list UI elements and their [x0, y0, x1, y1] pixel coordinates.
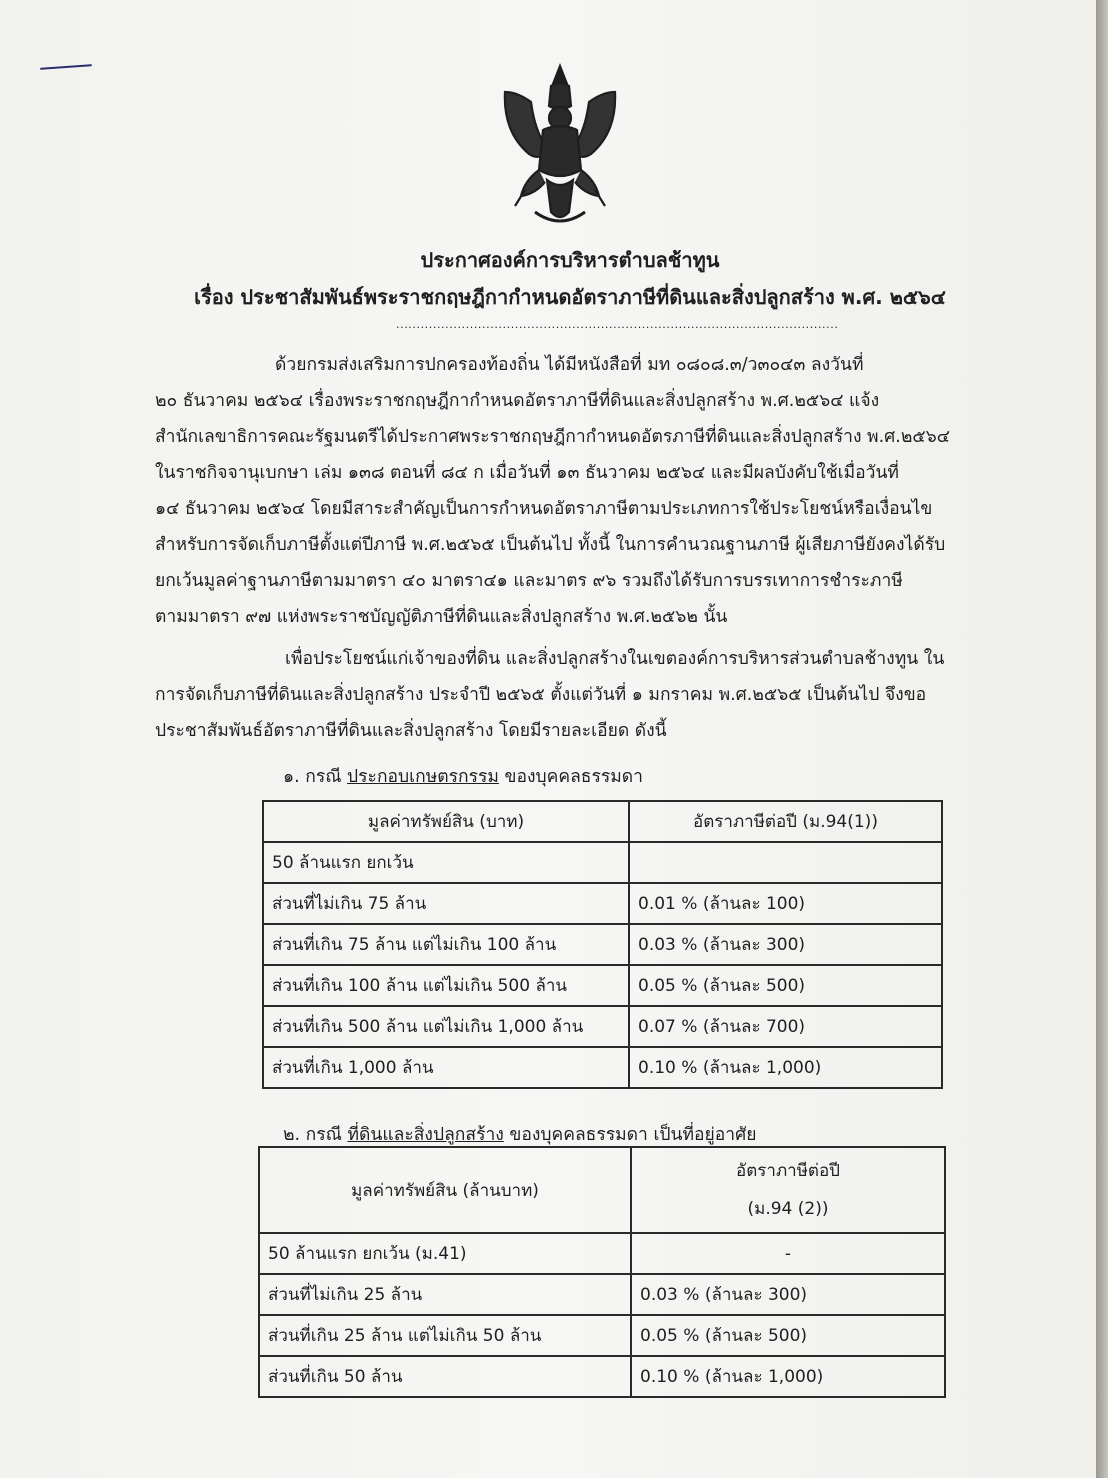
property-value-cell: ส่วนที่เกิน 50 ล้าน	[259, 1356, 631, 1397]
property-value-cell: ส่วนที่เกิน 75 ล้าน แต่ไม่เกิน 100 ล้าน	[263, 924, 629, 965]
section1-underlined: ประกอบเกษตรกรรม	[347, 767, 499, 787]
property-value-cell: 50 ล้านแรก ยกเว้น	[263, 842, 629, 883]
table-header-row	[263, 801, 942, 842]
paragraph2-line: เพื่อประโยชน์แก่เจ้าของที่ดิน และสิ่งปลูกสร้างในเขตองค์การบริหารส่วนตำบลช้างทูน ใน	[285, 649, 945, 669]
column-header: มูลค่าทรัพย์สิน (ล้านบาท)	[259, 1147, 631, 1233]
paragraph1-line: ด้วยกรมส่งเสริมการปกครองท้องถิ่น ได้มีหนังสือที่ มท ๐๘๐๘.๓/ว๓๐๔๓ ลงวันที่	[275, 355, 864, 375]
desk-edge	[1096, 0, 1108, 1478]
tax-rate-cell: 0.10 % (ล้านละ 1,000)	[629, 1047, 942, 1088]
tax-rate-cell: 0.03 % (ล้านละ 300)	[629, 924, 942, 965]
property-value-cell: ส่วนที่เกิน 500 ล้าน แต่ไม่เกิน 1,000 ล้าน	[263, 1006, 629, 1047]
column-header	[631, 1147, 945, 1233]
tax-rate-cell: 0.05 % (ล้านละ 500)	[629, 965, 942, 1006]
section1-caption	[283, 762, 643, 790]
table-row	[259, 1356, 945, 1397]
column-header: อัตราภาษีต่อปี (ม.94(1))	[629, 801, 942, 842]
property-value-cell: ส่วนที่เกิน 100 ล้าน แต่ไม่เกิน 500 ล้าน	[263, 965, 629, 1006]
property-value-cell: ส่วนที่เกิน 1,000 ล้าน	[263, 1047, 629, 1088]
tax-rate-cell: 0.01 % (ล้านละ 100)	[629, 883, 942, 924]
section2-underlined: ที่ดินและสิ่งปลูกสร้าง	[347, 1125, 504, 1145]
table-row	[263, 965, 942, 1006]
table-row	[263, 883, 942, 924]
announcement-title: ประกาศองค์การบริหารตำบลช้าทูน	[420, 248, 720, 272]
tax-rate-cell: -	[631, 1233, 945, 1274]
paragraph1-line: ๒๐ ธันวาคม ๒๕๖๔ เรื่องพระราชกฤษฎีกากำหนดอัตราภาษีที่ดินและสิ่งปลูกสร้าง พ.ศ.๒๕๖๔ แจ้ง	[155, 391, 880, 411]
paragraph1-line: ตามมาตรา ๙๗ แห่งพระราชบัญญัติภาษีที่ดินและสิ่งปลูกสร้าง พ.ศ.๒๕๖๒ นั้น	[155, 607, 728, 627]
property-value-cell: 50 ล้านแรก ยกเว้น (ม.41)	[259, 1233, 631, 1274]
property-value-cell: ส่วนที่ไม่เกิน 25 ล้าน	[259, 1274, 631, 1315]
paragraph1-line: ยกเว้นมูลค่าฐานภาษีตามมาตรา ๔๐ มาตรา๔๑ และมาตร ๙๖ รวมถึงได้รับการบรรเทาการชำระภาษี	[155, 571, 903, 591]
table-row	[263, 1047, 942, 1088]
section2-prefix: ๒. กรณี	[283, 1125, 348, 1145]
paragraph2-line: การจัดเก็บภาษีที่ดินและสิ่งปลูกสร้าง ประจำปี ๒๕๖๕ ตั้งแต่วันที่ ๑ มกราคม พ.ศ.๒๕๖๕ เป็นต้นไป จึงขอ	[155, 685, 927, 705]
agriculture-tax-table	[262, 800, 943, 1089]
table-row	[259, 1274, 945, 1315]
tax-rate-cell: 0.10 % (ล้านละ 1,000)	[631, 1356, 945, 1397]
column-header-line2: (ม.94 (2))	[747, 1199, 829, 1219]
table-header-row	[259, 1147, 945, 1233]
section1-prefix: ๑. กรณี	[283, 767, 348, 787]
pen-mark	[40, 64, 92, 70]
announcement-subject: เรื่อง ประชาสัมพันธ์พระราชกฤษฎีกากำหนดอัตราภาษีที่ดินและสิ่งปลูกสร้าง พ.ศ. ๒๕๖๔	[194, 285, 946, 309]
section2-caption	[283, 1120, 757, 1148]
column-header: มูลค่าทรัพย์สิน (บาท)	[263, 801, 629, 842]
tax-rate-cell: 0.05 % (ล้านละ 500)	[631, 1315, 945, 1356]
tax-rate-cell	[629, 842, 942, 883]
tax-rate-cell: 0.07 % (ล้านละ 700)	[629, 1006, 942, 1047]
tax-rate-cell: 0.03 % (ล้านละ 300)	[631, 1274, 945, 1315]
garuda-emblem-icon	[495, 62, 625, 230]
section1-suffix: ของบุคคลธรรมดา	[498, 767, 644, 787]
table-row	[263, 1006, 942, 1047]
section2-suffix: ของบุคคลธรรมดา เป็นที่อยู่อาศัย	[503, 1125, 757, 1145]
table-row	[259, 1233, 945, 1274]
paragraph1-line: สำนักเลขาธิการคณะรัฐมนตรีได้ประกาศพระราชกฤษฎีกากำหนดอัตรภาษีที่ดินและสิ่งปลูกสร้าง พ.ศ.๒๕๖๔	[155, 427, 950, 447]
residential-tax-table	[258, 1146, 946, 1398]
paragraph1-line: ๑๔ ธันวาคม ๒๕๖๔ โดยมีสาระสำคัญเป็นการกำหนดอัตราภาษีตามประเภทการใช้ประโยชน์หรือเงื่อนไข	[155, 499, 933, 519]
table-row	[259, 1315, 945, 1356]
table-row	[263, 842, 942, 883]
property-value-cell: ส่วนที่ไม่เกิน 75 ล้าน	[263, 883, 629, 924]
paragraph1-line: ในราชกิจจานุเบกษา เล่ม ๑๓๘ ตอนที่ ๘๔ ก เมื่อวันที่ ๑๓ ธันวาคม ๒๕๖๔ และมีผลบังคับใช้เมื่อวันที่	[155, 463, 899, 483]
paragraph1-line: สำหรับการจัดเก็บภาษีตั้งแต่ปีภาษี พ.ศ.๒๕๖๕ เป็นต้นไป ทั้งนี้ ในการคำนวณฐานภาษี ผู้เสียภาษียังคงได้รับ	[155, 535, 946, 555]
column-header-line1: อัตราภาษีต่อปี	[736, 1161, 840, 1181]
separator-dots: ............................................................................................................	[396, 318, 839, 331]
property-value-cell: ส่วนที่เกิน 25 ล้าน แต่ไม่เกิน 50 ล้าน	[259, 1315, 631, 1356]
table-row	[263, 924, 942, 965]
paragraph2-line: ประชาสัมพันธ์อัตราภาษีที่ดินและสิ่งปลูกสร้าง โดยมีรายละเอียด ดังนี้	[155, 721, 667, 741]
